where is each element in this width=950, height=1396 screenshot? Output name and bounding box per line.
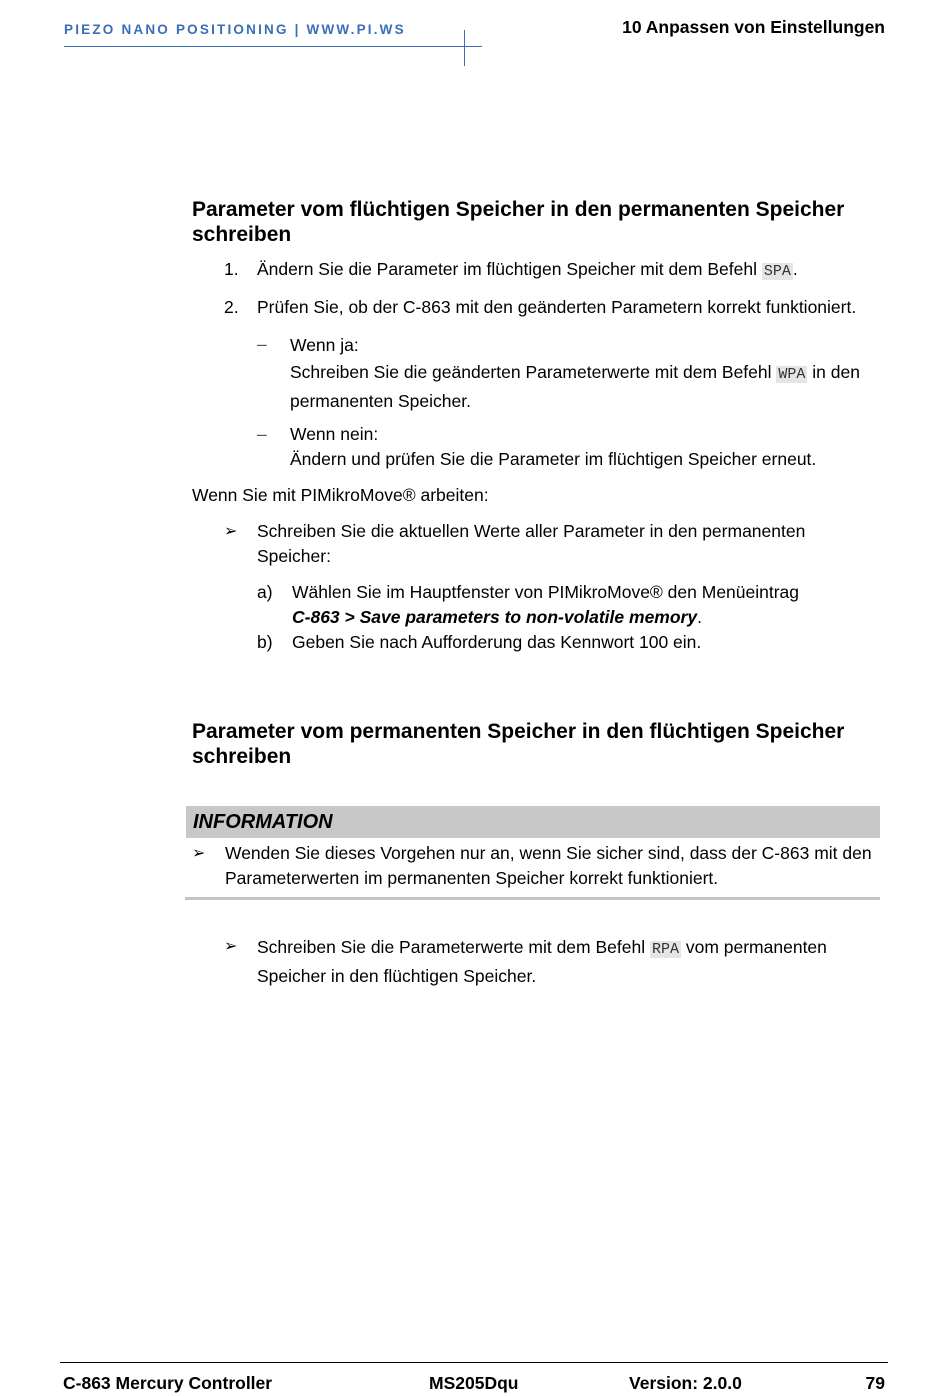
arrow-bullet-icon: ➢ [192, 845, 206, 862]
footer-rule [60, 1362, 888, 1363]
arrow-bullet-icon: ➢ [224, 523, 238, 540]
dash-bullet: – [257, 424, 267, 444]
dash-bullet: – [257, 334, 267, 354]
footer-page-number: 79 [865, 1373, 885, 1393]
case-yes-text: Wenn ja: Schreiben Sie die geänderten Parameterwerte mit dem Befehl WPA in den permanenten Speicher. [290, 335, 860, 411]
command-code-wpa: WPA [778, 365, 806, 383]
step-1-text: Ändern Sie die Parameter im flüchtigen Speicher mit dem Befehl SPA . [257, 259, 798, 280]
brand-rule [64, 46, 482, 47]
step-number: 2. [224, 297, 239, 317]
footer-version: Version: 2.0.0 [629, 1373, 742, 1393]
pimikromove-intro: Wenn Sie mit PIMikroMove® arbeiten: [192, 485, 489, 505]
sub-step-b-text: Geben Sie nach Aufforderung das Kennwort 100 ein. [292, 632, 702, 652]
command-code-rpa: RPA [651, 941, 679, 958]
command-code-spa: SPA [763, 263, 791, 280]
crosshair-icon [464, 30, 465, 66]
footer-document-id: MS205Dqu [429, 1373, 519, 1393]
case-no-text: Wenn nein: Ändern und prüfen Sie die Parameter im flüchtigen Speicher erneut. [290, 424, 817, 469]
information-text: Wenden Sie dieses Vorgehen nur an, wenn Sie sicher sind, dass der C-863 mit den Parameterwerten im permanenten Speicher korrekt funktioniert. [225, 843, 872, 888]
crosshair-icon-horizontal [448, 46, 482, 47]
chapter-title: 10 Anpassen von Einstellungen [622, 17, 885, 37]
arrow-bullet-icon: ➢ [224, 938, 238, 955]
section-heading-volatile-to-permanent: Parameter vom flüchtigen Speicher in den permanenten Speicher schreiben [192, 198, 845, 246]
section-heading-permanent-to-volatile: Parameter vom permanenten Speicher in den flüchtigen Speicher schreiben [192, 720, 845, 768]
step-2-text: Prüfen Sie, ob der C-863 mit den geänderten Parametern korrekt funktioniert. [257, 297, 857, 317]
brand-logo: PIEZO NANO POSITIONING | WWW.PI.WS [64, 22, 406, 37]
information-box-divider [185, 897, 880, 900]
menu-path: C-863 > Save parameters to non-volatile memory [292, 607, 698, 627]
bullet-text: Schreiben Sie die aktuellen Werte aller Parameter in den permanenten Speicher: [257, 521, 806, 566]
sub-step-a-text: Wählen Sie im Hauptfenster von PIMikroMove® den Menüeintrag C-863 > Save parameters to non-volatile memory. [292, 582, 800, 627]
sub-step-label: a) [257, 582, 273, 602]
information-title: INFORMATION [193, 811, 333, 833]
sub-step-label: b) [257, 632, 273, 652]
step-number: 1. [224, 259, 239, 279]
bullet-rpa-text: Schreiben Sie die Parameterwerte mit dem Befehl RPA vom permanenten Speicher in den flüchtigen Speicher. [257, 937, 827, 986]
footer-product: C-863 Mercury Controller [63, 1373, 273, 1393]
